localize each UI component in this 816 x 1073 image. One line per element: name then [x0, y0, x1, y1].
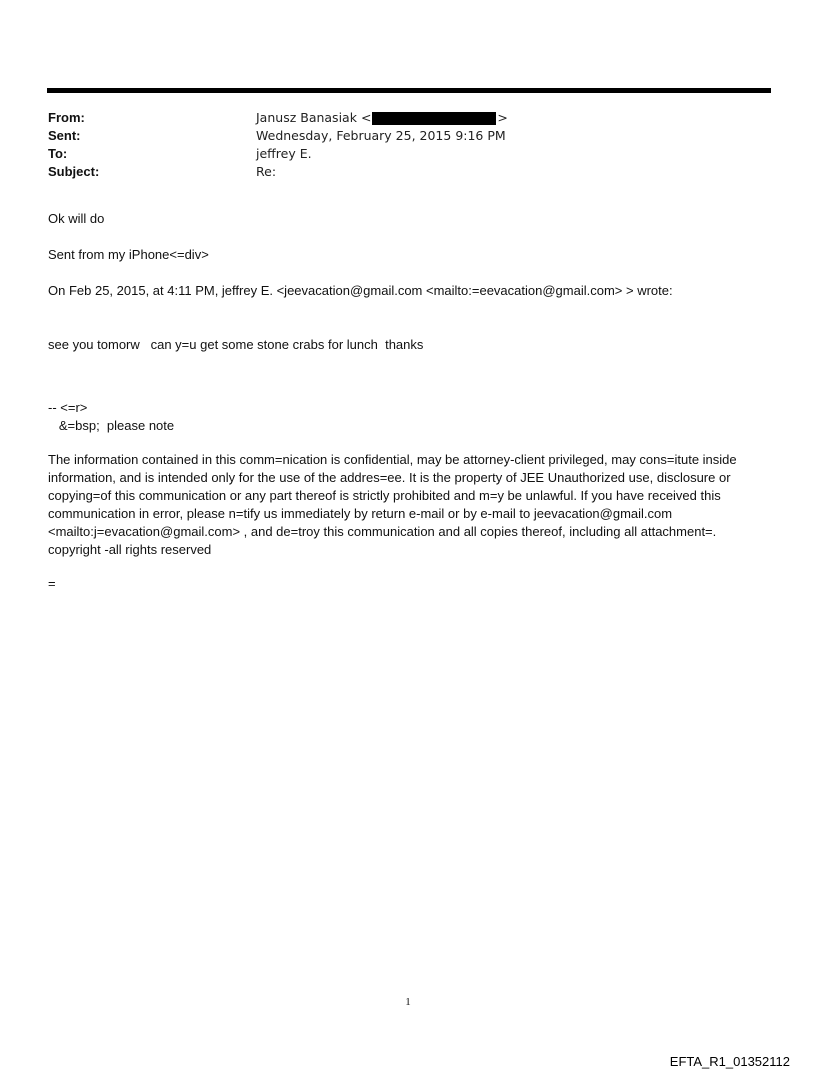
sent-value: Wednesday, February 25, 2015 9:16 PM [256, 128, 506, 143]
from-name: Janusz Banasiak [256, 110, 357, 125]
to-label: To: [48, 146, 68, 161]
email-body [48, 210, 768, 593]
sent-row [48, 127, 748, 145]
sent-label: Sent: [48, 128, 81, 143]
confidentiality-disclaimer: The information contained in this comm=nication is confidential, may be attorney-client privileged, may cons=itute inside information, and is intended only for the use of the addres=ee. It is the property of JEE Unauthorized use, disclosure or copying=of this communication or any part thereof is strictly prohibited and m=y be unlawful. If you have received this communication in error, please n=tify us immediately by return e-mail or by e-mail to jeevacation@gmail.com <mailto:j=evacation@gmail.com> , and de=troy this communication and all copies thereof, including all attachment=. copyright -all rights reserved [48, 452, 741, 557]
from-label: From: [48, 110, 85, 125]
subject-row [48, 163, 748, 181]
signature-note: &=bsp; please note [48, 418, 175, 433]
to-row [48, 145, 748, 163]
reply-text: Ok will do [48, 211, 105, 226]
from-value [256, 109, 508, 127]
from-open-bracket: < [360, 110, 372, 125]
page-number: 1 [405, 996, 411, 1008]
subject-label: Subject: [48, 164, 100, 179]
header-divider [47, 88, 771, 93]
signature-separator: -- <=r> [48, 400, 88, 415]
subject-value: Re: [256, 164, 277, 179]
from-row [48, 109, 748, 127]
mobile-signature: Sent from my iPhone<=div> [48, 247, 209, 262]
document-id: EFTA_R1_01352112 [669, 1054, 790, 1069]
email-header [48, 109, 748, 181]
quote-attribution: On Feb 25, 2015, at 4:11 PM, jeffrey E. <jeevacation@gmail.com <mailto:=eevacation@gmail.com> > wrote: [48, 283, 673, 298]
from-close-bracket: > [497, 110, 508, 125]
quoted-message: see you tomorw can y=u get some stone crabs for lunch thanks [48, 337, 424, 352]
to-value: jeffrey E. [256, 146, 312, 161]
redaction-block [372, 112, 496, 125]
trailing-equals: = [48, 576, 56, 591]
